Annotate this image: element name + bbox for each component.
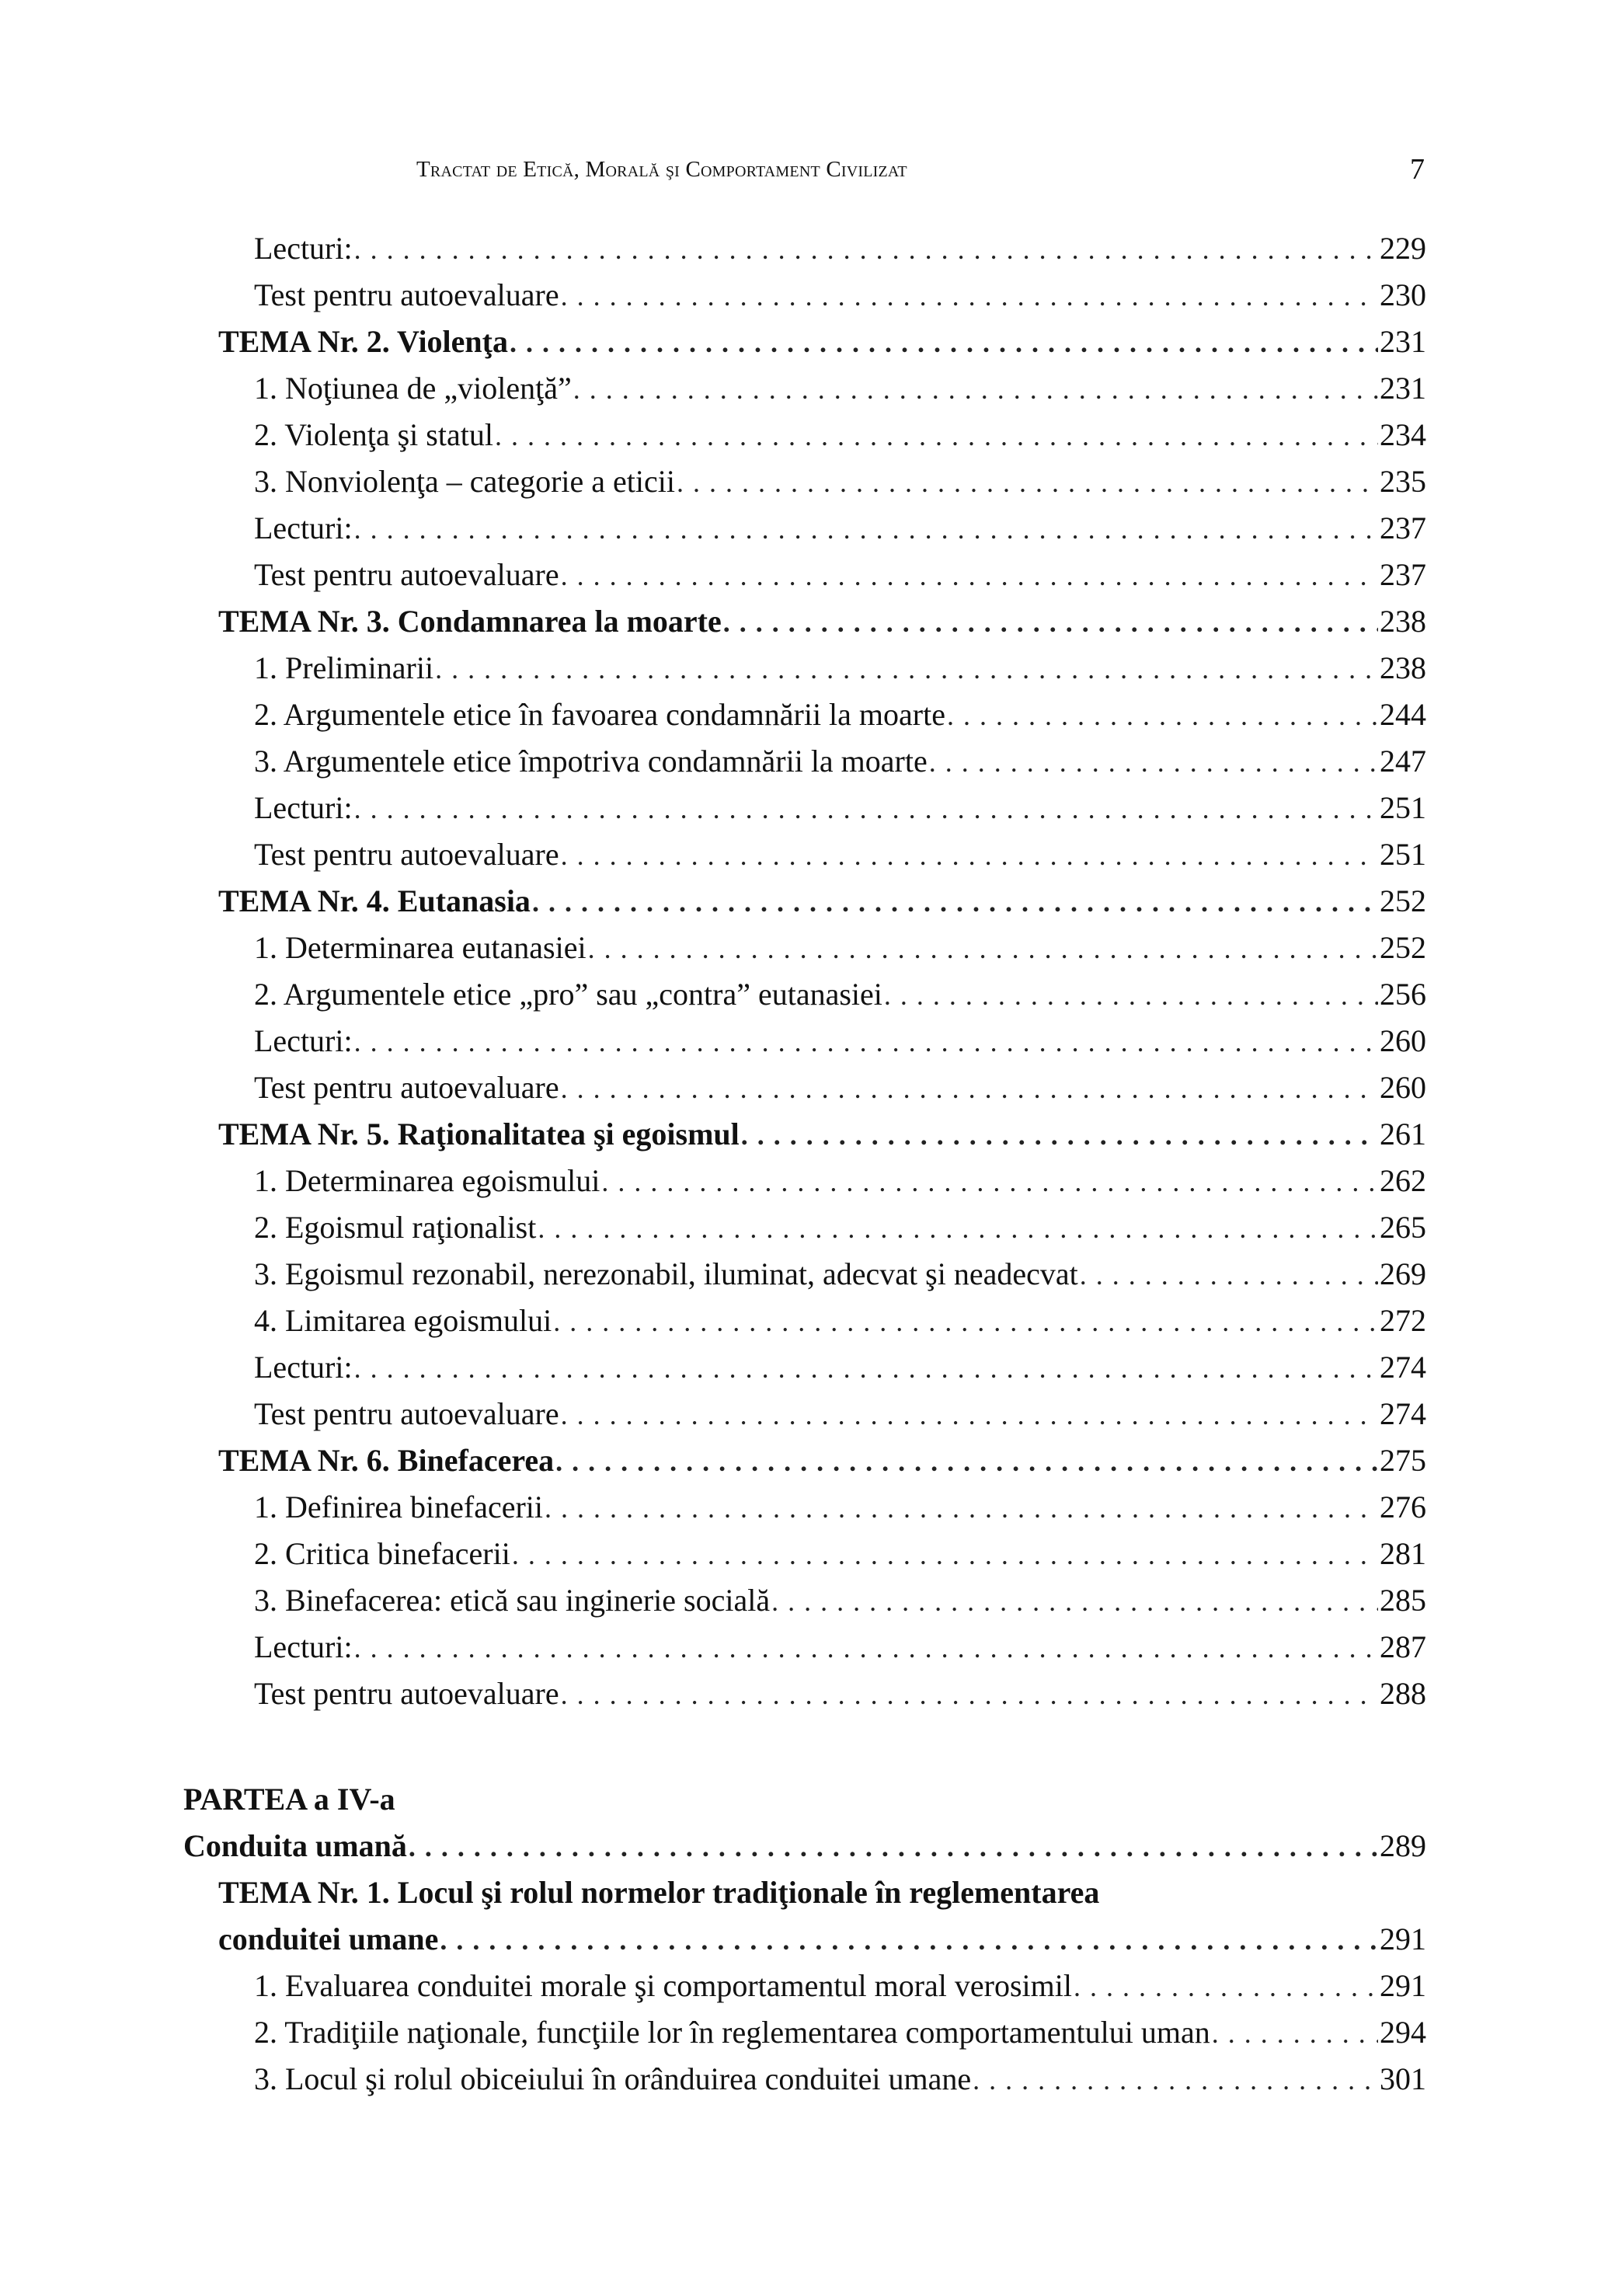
toc-entry[interactable] [254, 1018, 1426, 1064]
toc-entry[interactable] [254, 412, 1426, 458]
toc-label: 1. Noţiunea de „violenţă” [254, 371, 572, 406]
toc-label: Test pentru autoevaluare [254, 1676, 559, 1711]
part-title: PARTEA a IV-a [183, 1782, 395, 1817]
toc-entry-section[interactable] [183, 1823, 1426, 1869]
toc-label: 3. Egoismul rezonabil, nerezonabil, iluminat, adecvat şi neadecvat [254, 1256, 1078, 1291]
toc-page: 238 [1380, 604, 1426, 639]
toc-label: Test pentru autoevaluare [254, 837, 559, 872]
toc-entry[interactable] [254, 225, 1426, 272]
dot-leader [354, 1625, 1378, 1671]
dot-leader [561, 832, 1378, 879]
toc-page: 231 [1380, 324, 1426, 359]
toc-page: 294 [1380, 2015, 1426, 2050]
toc-entry[interactable] [254, 785, 1426, 831]
toc-label: 3. Nonviolenţa – categorie a eticii [254, 464, 676, 499]
toc-entry-tema[interactable] [218, 598, 1426, 645]
toc-entry[interactable] [254, 2056, 1426, 2103]
toc-label: 1. Preliminarii [254, 650, 434, 685]
toc-page: 262 [1380, 1163, 1426, 1198]
toc-entry[interactable] [254, 1391, 1426, 1437]
toc-label: Test pentru autoevaluare [254, 1396, 559, 1431]
toc-label: Lecturi: [254, 1023, 353, 1058]
dot-leader [741, 1112, 1378, 1158]
toc-page: 289 [1380, 1828, 1426, 1863]
dot-leader [545, 1485, 1378, 1531]
dot-leader [723, 599, 1378, 646]
toc-label: 2. Tradiţiile naţionale, funcţiile lor în reglementarea comportamentului uman [254, 2015, 1210, 2050]
toc-page: 288 [1380, 1676, 1426, 1711]
toc-entry-tema[interactable] [218, 1111, 1426, 1158]
toc-page: 235 [1380, 464, 1426, 499]
toc-entry[interactable] [254, 1298, 1426, 1344]
toc-page: 274 [1380, 1396, 1426, 1431]
toc-page: 291 [1380, 1968, 1426, 2003]
dot-leader [510, 319, 1378, 366]
toc-entry-tema[interactable] [218, 878, 1426, 925]
toc-label: 2. Argumentele etice în favoarea condamnării la moarte [254, 697, 945, 732]
toc-entry[interactable] [254, 1963, 1426, 2009]
toc-label: TEMA Nr. 5. Raţionalitatea şi egoismul [218, 1117, 740, 1151]
toc-entry-tema[interactable] [218, 1916, 1426, 1963]
dot-leader [354, 1019, 1378, 1065]
toc-page: 237 [1380, 557, 1426, 592]
dot-leader [553, 1298, 1378, 1345]
dot-leader [495, 413, 1378, 459]
toc-page: 265 [1380, 1210, 1426, 1245]
dot-leader [409, 1824, 1378, 1870]
running-header [0, 150, 1615, 189]
dot-leader [677, 459, 1378, 506]
toc-entry[interactable] [254, 692, 1426, 738]
toc-label: TEMA Nr. 4. Eutanasia [218, 883, 531, 918]
toc-entry[interactable] [254, 1577, 1426, 1624]
toc-page: 269 [1380, 1256, 1426, 1291]
toc-label: 3. Argumentele etice împotriva condamnării la moarte [254, 744, 928, 779]
toc-label: Test pentru autoevaluare [254, 277, 559, 312]
toc-label: 2. Egoismul raţionalist [254, 1210, 537, 1245]
toc-page: 252 [1380, 930, 1426, 965]
dot-leader [588, 925, 1378, 972]
toc-page: 274 [1380, 1350, 1426, 1385]
toc-page: 287 [1380, 1629, 1426, 1664]
toc-page: 238 [1380, 650, 1426, 685]
dot-leader [929, 739, 1378, 786]
toc-page: 275 [1380, 1443, 1426, 1478]
toc-label: 3. Binefacerea: etică sau inginerie socială [254, 1583, 771, 1618]
dot-leader [561, 1392, 1378, 1438]
toc-label: Lecturi: [254, 231, 353, 266]
toc-label: 1. Determinarea egoismului [254, 1163, 600, 1198]
toc-label: Test pentru autoevaluare [254, 557, 559, 592]
toc-entry[interactable] [254, 1484, 1426, 1531]
dot-leader [561, 552, 1378, 599]
toc-entry[interactable] [254, 645, 1426, 692]
toc-entry[interactable] [254, 1204, 1426, 1251]
toc-page: 260 [1380, 1070, 1426, 1105]
toc-entry[interactable] [254, 971, 1426, 1018]
dot-leader [947, 692, 1378, 739]
dot-leader [354, 506, 1378, 552]
toc-label: Lecturi: [254, 1629, 353, 1664]
toc-page: 244 [1380, 697, 1426, 732]
dot-leader [555, 1438, 1378, 1485]
toc-label: 1. Definirea binefacerii [254, 1489, 544, 1524]
dot-leader [532, 879, 1378, 925]
toc-page: 252 [1380, 883, 1426, 918]
toc-label: 3. Locul şi rolul obiceiului în orânduirea conduitei umane [254, 2061, 972, 2096]
dot-leader [440, 1917, 1378, 1963]
dot-leader [538, 1205, 1378, 1252]
toc-page: 251 [1380, 837, 1426, 872]
toc-page: 276 [1380, 1489, 1426, 1524]
toc-page: 281 [1380, 1536, 1426, 1571]
toc-page: 247 [1380, 744, 1426, 779]
dot-leader [1074, 1963, 1378, 2010]
toc-label: 4. Limitarea egoismului [254, 1303, 552, 1338]
toc-entry[interactable] [254, 1671, 1426, 1717]
toc-page: 285 [1380, 1583, 1426, 1618]
toc-entry[interactable] [254, 831, 1426, 878]
toc-label: 2. Violenţa şi statul [254, 417, 493, 452]
running-title: Tractat de Etică, Morală şi Comportament Civilizat [416, 157, 907, 182]
dot-leader [435, 646, 1378, 692]
toc-entry[interactable] [254, 2009, 1426, 2056]
toc-label: TEMA Nr. 3. Condamnarea la moarte [218, 604, 722, 639]
dot-leader [354, 1345, 1378, 1392]
toc-entry[interactable] [254, 1251, 1426, 1298]
dot-leader [354, 786, 1378, 832]
toc-label: Conduita umană [183, 1828, 407, 1863]
dot-leader [771, 1578, 1378, 1625]
toc-page: 260 [1380, 1023, 1426, 1058]
dot-leader [1212, 2010, 1378, 2057]
toc-label: TEMA Nr. 2. Violenţa [218, 324, 508, 359]
dot-leader [601, 1158, 1378, 1205]
toc-label: 1. Determinarea eutanasiei [254, 930, 586, 965]
toc-page: 231 [1380, 371, 1426, 406]
dot-leader [561, 1671, 1378, 1718]
toc-entry[interactable] [254, 272, 1426, 319]
toc-entry[interactable] [254, 365, 1426, 412]
toc-entry[interactable] [254, 505, 1426, 552]
toc-entry[interactable] [254, 552, 1426, 598]
page-number: 7 [1410, 153, 1425, 186]
toc-entry[interactable] [254, 1624, 1426, 1671]
toc-entry-tema[interactable] [218, 1437, 1426, 1484]
toc-entry[interactable] [254, 925, 1426, 971]
toc-page: 301 [1380, 2061, 1426, 2096]
toc-page: 256 [1380, 977, 1426, 1012]
dot-leader [561, 273, 1378, 319]
toc-label: conduitei umane [218, 1921, 439, 1956]
toc-entry[interactable] [254, 1531, 1426, 1577]
dot-leader [512, 1531, 1378, 1578]
toc-page: 272 [1380, 1303, 1426, 1338]
dot-leader [973, 2057, 1378, 2103]
toc-page: 261 [1380, 1117, 1426, 1151]
toc-page: 251 [1380, 790, 1426, 825]
toc-tema-line1[interactable]: TEMA Nr. 1. Locul şi rolul normelor tradiţionale în reglementarea [218, 1875, 1100, 1910]
toc-label: 1. Evaluarea conduitei morale şi comportamentul moral verosimil [254, 1968, 1073, 2003]
toc-entry-tema[interactable] [218, 319, 1426, 365]
toc-entry[interactable] [254, 1064, 1426, 1111]
toc-label: 2. Argumentele etice „pro” sau „contra” eutanasiei [254, 977, 882, 1012]
dot-leader [884, 972, 1378, 1019]
toc-entry[interactable] [254, 1344, 1426, 1391]
toc-label: Lecturi: [254, 510, 353, 545]
toc-entry[interactable] [254, 1158, 1426, 1204]
toc-entry[interactable] [254, 738, 1426, 785]
toc-page: 291 [1380, 1921, 1426, 1956]
toc-page: 229 [1380, 231, 1426, 266]
toc-label: TEMA Nr. 6. Binefacerea [218, 1443, 555, 1478]
toc-label: 2. Critica binefacerii [254, 1536, 510, 1571]
dot-leader [573, 366, 1378, 413]
toc-label: Lecturi: [254, 790, 353, 825]
toc-entry[interactable] [254, 458, 1426, 505]
toc-page: 234 [1380, 417, 1426, 452]
dot-leader [1080, 1252, 1378, 1298]
toc-label: Lecturi: [254, 1350, 353, 1385]
toc-label: Test pentru autoevaluare [254, 1070, 559, 1105]
dot-leader [561, 1065, 1378, 1112]
toc-page: 237 [1380, 510, 1426, 545]
dot-leader [354, 226, 1378, 273]
toc-page: 230 [1380, 277, 1426, 312]
